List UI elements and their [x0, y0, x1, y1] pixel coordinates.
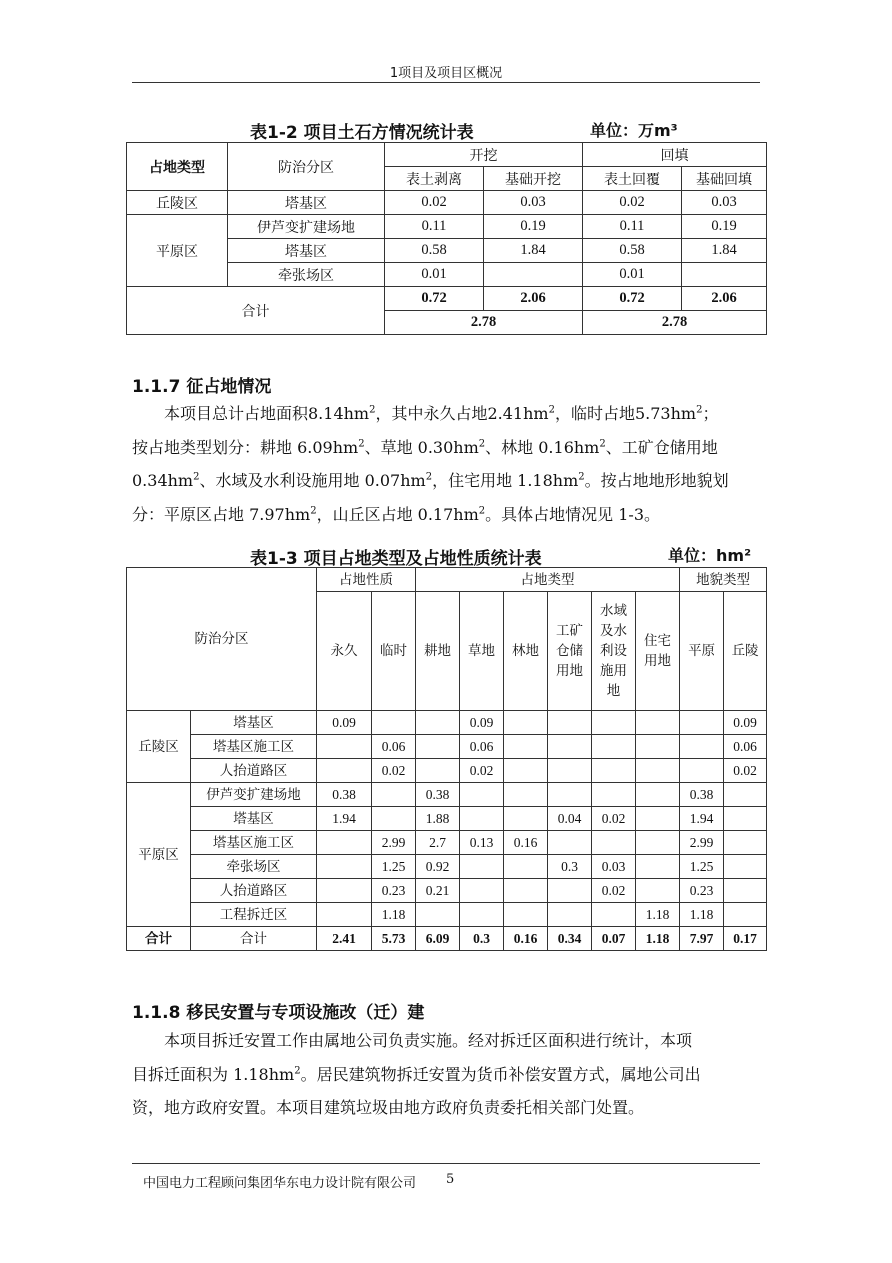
value-cell: [592, 903, 636, 927]
header-rule: [132, 82, 760, 83]
value-cell: [504, 855, 548, 879]
total-cell: 1.18: [636, 927, 680, 951]
value-cell: 0.06: [460, 735, 504, 759]
col-plain: 平原: [680, 592, 724, 711]
value-cell: [724, 783, 767, 807]
zone-group-cell: 丘陵区: [127, 711, 191, 783]
header-land-type: 占地类型: [416, 568, 680, 592]
sub-zone-cell: 伊芦变扩建场地: [191, 783, 317, 807]
table-1-3-caption: 表1-3 项目占地类型及占地性质统计表: [250, 549, 542, 569]
total-cell: 2.41: [317, 927, 372, 951]
value-cell: [372, 711, 416, 735]
section-1-1-8-paragraph: [132, 1024, 760, 1125]
value-cell: 0.06: [372, 735, 416, 759]
value-cell: [636, 831, 680, 855]
table-row: [127, 215, 767, 239]
earthwork-table: [126, 142, 767, 335]
value-cell: [317, 735, 372, 759]
value-cell: 1.84: [484, 239, 583, 263]
header-backfill: 回填: [583, 143, 767, 167]
value-cell: [724, 903, 767, 927]
value-cell: [724, 879, 767, 903]
value-cell: [416, 903, 460, 927]
value-cell: 1.25: [372, 855, 416, 879]
col-temporary: 临时: [372, 592, 416, 711]
value-cell: [636, 711, 680, 735]
sub-zone-cell: 人抬道路区: [191, 759, 317, 783]
value-cell: [548, 879, 592, 903]
value-cell: 1.88: [416, 807, 460, 831]
header-zone: 防治分区: [228, 143, 385, 191]
value-cell: [636, 783, 680, 807]
value-cell: [548, 735, 592, 759]
value-cell: [548, 903, 592, 927]
footer-company: 中国电力工程顾问集团华东电力设计院有限公司: [143, 1176, 417, 1191]
value-cell: [592, 831, 636, 855]
value-cell: 0.38: [680, 783, 724, 807]
paragraph-line: 按占地类型划分：耕地 $6.09hm^2$、草地 $0.30hm^2$、林地 $0.16hm^2$、工矿仓储用地: [132, 437, 718, 457]
table-row: [127, 191, 767, 215]
col-residential: 住宅用地: [636, 592, 680, 711]
section-1-1-7-title: 1.1.7 征占地情况: [132, 377, 272, 397]
value-cell: 1.18: [372, 903, 416, 927]
header-nature: 占地性质: [317, 568, 416, 592]
paragraph-line: 目拆迁面积为 $1.18hm^2$。居民建筑物拆迁安置为货币补偿安置方式，属地公司出: [132, 1064, 701, 1084]
value-cell: [548, 831, 592, 855]
paragraph-line: $0.34hm^2$、水域及水利设施用地 $0.07hm^2$，住宅用地 $1.18hm^2$。按占地地形地貌划: [132, 471, 729, 490]
total-cell: 7.97: [680, 927, 724, 951]
sub-zone-cell: 人抬道路区: [191, 879, 317, 903]
value-cell: 2.99: [680, 831, 724, 855]
value-cell: 0.23: [680, 879, 724, 903]
total-cell: 0.17: [724, 927, 767, 951]
col-farmland: 耕地: [416, 592, 460, 711]
value-cell: 0.11: [385, 215, 484, 239]
total-cell: 6.09: [416, 927, 460, 951]
table-row: [127, 855, 767, 879]
col-water: 水域及水利设施用地: [592, 592, 636, 711]
value-cell: [317, 831, 372, 855]
value-cell: [548, 783, 592, 807]
value-cell: 0.02: [372, 759, 416, 783]
value-cell: [460, 855, 504, 879]
value-cell: 0.09: [724, 711, 767, 735]
value-cell: 0.02: [583, 191, 682, 215]
col-grassland: 草地: [460, 592, 504, 711]
value-cell: 0.21: [416, 879, 460, 903]
total-label: 合计: [191, 927, 317, 951]
total-cell: 0.16: [504, 927, 548, 951]
value-cell: [317, 903, 372, 927]
value-cell: 2.99: [372, 831, 416, 855]
value-cell: [317, 879, 372, 903]
value-cell: [548, 711, 592, 735]
value-cell: [317, 855, 372, 879]
col-forest: 林地: [504, 592, 548, 711]
value-cell: [504, 759, 548, 783]
value-cell: 0.06: [724, 735, 767, 759]
footer-rule: [132, 1163, 760, 1164]
value-cell: [460, 879, 504, 903]
value-cell: [724, 807, 767, 831]
section-1-1-7-paragraph: [132, 397, 760, 531]
table-row: [127, 759, 767, 783]
header-land-type: 占地类型: [127, 143, 228, 191]
value-cell: 0.01: [385, 263, 484, 287]
value-cell: [680, 759, 724, 783]
value-cell: [592, 735, 636, 759]
total-label: 合计: [127, 927, 191, 951]
value-cell: [504, 735, 548, 759]
value-cell: 0.3: [548, 855, 592, 879]
value-cell: [636, 879, 680, 903]
value-cell: [592, 711, 636, 735]
value-cell: [636, 855, 680, 879]
value-cell: 0.02: [460, 759, 504, 783]
value-cell: 0.58: [583, 239, 682, 263]
total-row: [127, 927, 767, 951]
sub-zone-cell: 塔基区: [191, 807, 317, 831]
paragraph-line: 本项目总计占地面积$8.14hm^2$，其中永久占地$2.41hm^2$，临时占地$5.73hm^2$；: [164, 404, 719, 423]
value-cell: [504, 783, 548, 807]
total-label: 合计: [127, 287, 385, 335]
value-cell: 0.09: [460, 711, 504, 735]
col-hill: 丘陵: [724, 592, 767, 711]
table-row: [127, 903, 767, 927]
sub-zone-cell: 工程拆迁区: [191, 903, 317, 927]
zone-cell: 伊芦变扩建场地: [228, 215, 385, 239]
value-cell: [592, 783, 636, 807]
total-cell: 5.73: [372, 927, 416, 951]
page-number: 5: [446, 1172, 455, 1187]
total-cell: 2.06: [484, 287, 583, 311]
value-cell: [504, 807, 548, 831]
land-use-table: [126, 567, 767, 951]
header-topsoil-cover: 表土回覆: [583, 167, 682, 191]
value-cell: [416, 759, 460, 783]
value-cell: [682, 263, 767, 287]
sub-zone-cell: 塔基区: [191, 711, 317, 735]
value-cell: 1.18: [680, 903, 724, 927]
value-cell: [680, 711, 724, 735]
zone-group-cell: 平原区: [127, 783, 191, 927]
total-cell: 0.72: [583, 287, 682, 311]
value-cell: [372, 783, 416, 807]
value-cell: 1.18: [636, 903, 680, 927]
table-1-2-unit: 单位：万m³: [590, 121, 678, 140]
table-1-2-caption: 表1-2 项目土石方情况统计表: [250, 123, 474, 143]
value-cell: 0.03: [592, 855, 636, 879]
value-cell: 0.03: [484, 191, 583, 215]
value-cell: 0.19: [682, 215, 767, 239]
value-cell: [636, 735, 680, 759]
table-row: [127, 879, 767, 903]
value-cell: [724, 831, 767, 855]
value-cell: 0.02: [724, 759, 767, 783]
value-cell: [372, 807, 416, 831]
value-cell: 0.04: [548, 807, 592, 831]
value-cell: 0.03: [682, 191, 767, 215]
value-cell: [592, 759, 636, 783]
value-cell: 0.09: [317, 711, 372, 735]
total-cell: 0.34: [548, 927, 592, 951]
value-cell: [317, 759, 372, 783]
table-row: [127, 735, 767, 759]
total-cell: 2.06: [682, 287, 767, 311]
sub-zone-cell: 牵张场区: [191, 855, 317, 879]
total-row: [127, 287, 767, 311]
value-cell: 0.38: [317, 783, 372, 807]
table-row: [127, 831, 767, 855]
total-cell: 0.3: [460, 927, 504, 951]
value-cell: 0.58: [385, 239, 484, 263]
sub-zone-cell: 塔基区施工区: [191, 735, 317, 759]
excavation-sum: 2.78: [385, 311, 583, 335]
value-cell: [724, 855, 767, 879]
table-row: [127, 807, 767, 831]
value-cell: [636, 807, 680, 831]
header-foundation-fill: 基础回填: [682, 167, 767, 191]
header-zone: 防治分区: [127, 568, 317, 711]
table-row: [127, 711, 767, 735]
value-cell: [504, 879, 548, 903]
header-foundation-dig: 基础开挖: [484, 167, 583, 191]
value-cell: 0.38: [416, 783, 460, 807]
value-cell: 0.13: [460, 831, 504, 855]
paragraph-line: 本项目拆迁安置工作由属地公司负责实施。经对拆迁区面积进行统计，本项: [164, 1031, 693, 1050]
total-cell: 0.07: [592, 927, 636, 951]
value-cell: [636, 759, 680, 783]
backfill-sum: 2.78: [583, 311, 767, 335]
value-cell: [548, 759, 592, 783]
value-cell: 0.19: [484, 215, 583, 239]
land-type-cell: 平原区: [127, 215, 228, 287]
land-type-cell: 丘陵区: [127, 191, 228, 215]
value-cell: 1.94: [680, 807, 724, 831]
value-cell: 0.02: [385, 191, 484, 215]
value-cell: [504, 711, 548, 735]
section-1-1-8-title: 1.1.8 移民安置与专项设施改（迁）建: [132, 1003, 425, 1023]
zone-cell: 牵张场区: [228, 263, 385, 287]
value-cell: 0.23: [372, 879, 416, 903]
value-cell: [484, 263, 583, 287]
value-cell: [416, 711, 460, 735]
header-excavation: 开挖: [385, 143, 583, 167]
table-row: [127, 783, 767, 807]
value-cell: 0.02: [592, 879, 636, 903]
paragraph-line: 资，地方政府安置。本项目建筑垃圾由地方政府负责委托相关部门处置。: [132, 1098, 645, 1117]
value-cell: [416, 735, 460, 759]
value-cell: 0.01: [583, 263, 682, 287]
paragraph-line: 分：平原区占地 $7.97hm^2$，山丘区占地 $0.17hm^2$。具体占地情况见 1-3。: [132, 504, 661, 524]
value-cell: [504, 903, 548, 927]
value-cell: [460, 903, 504, 927]
value-cell: 0.11: [583, 215, 682, 239]
value-cell: 1.94: [317, 807, 372, 831]
value-cell: 1.25: [680, 855, 724, 879]
value-cell: 0.02: [592, 807, 636, 831]
table-1-3-unit: 单位：hm²: [668, 546, 752, 565]
col-industrial: 工矿仓储用地: [548, 592, 592, 711]
zone-cell: 塔基区: [228, 239, 385, 263]
value-cell: 1.84: [682, 239, 767, 263]
header-topsoil-strip: 表土剥离: [385, 167, 484, 191]
value-cell: 0.92: [416, 855, 460, 879]
running-header: 1项目及项目区概况: [389, 66, 503, 81]
value-cell: 0.16: [504, 831, 548, 855]
sub-zone-cell: 塔基区施工区: [191, 831, 317, 855]
header-landform: 地貌类型: [680, 568, 767, 592]
value-cell: [680, 735, 724, 759]
value-cell: 2.7: [416, 831, 460, 855]
zone-cell: 塔基区: [228, 191, 385, 215]
value-cell: [460, 783, 504, 807]
col-permanent: 永久: [317, 592, 372, 711]
value-cell: [460, 807, 504, 831]
total-cell: 0.72: [385, 287, 484, 311]
